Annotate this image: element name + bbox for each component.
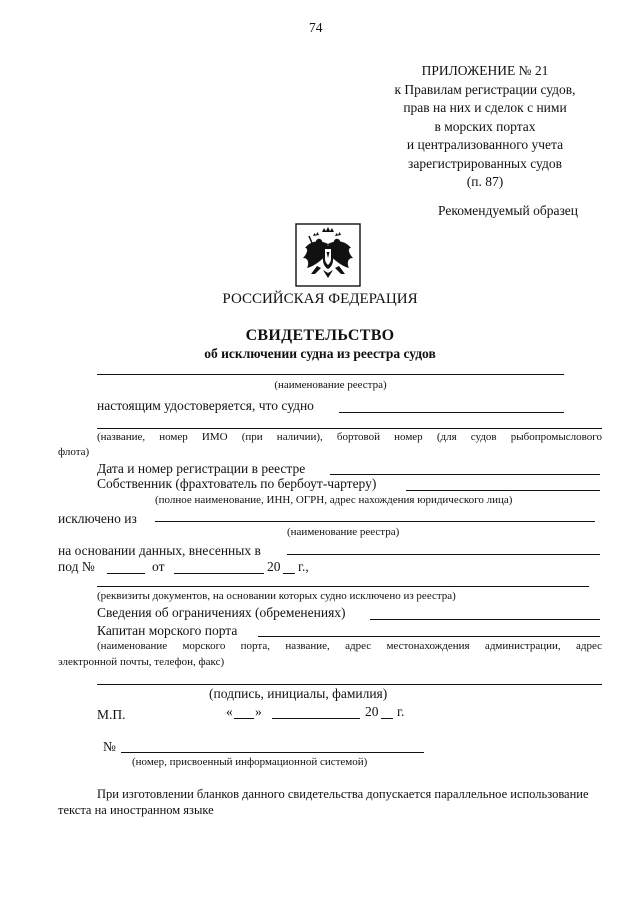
registration-date-field[interactable] bbox=[330, 474, 600, 475]
vessel-hint: (название, номер ИМО (при наличии), бортовой номер (для судов рыбопромыслового bbox=[97, 431, 602, 443]
registry-name-line bbox=[97, 374, 564, 375]
appendix-line: в морских портах bbox=[434, 118, 536, 134]
doc-number-field[interactable] bbox=[107, 573, 145, 574]
recommended-sample: Рекомендуемый образец bbox=[438, 203, 579, 218]
stamp-label: М.П. bbox=[97, 707, 126, 722]
sign-year-prefix: 20 bbox=[365, 704, 379, 719]
registry-name-hint: (наименование реестра) bbox=[274, 379, 387, 391]
country-title: РОССИЙСКАЯ ФЕДЕРАЦИЯ bbox=[222, 291, 418, 307]
based-on-field[interactable] bbox=[287, 554, 600, 555]
excluded-from-label: исключено из bbox=[58, 511, 137, 526]
doc-date-field[interactable] bbox=[174, 573, 264, 574]
appendix-line: к Правилам регистрации судов, bbox=[394, 81, 576, 97]
appendix-line: прав на них и сделок с ними bbox=[403, 100, 567, 115]
owner-field[interactable] bbox=[406, 490, 600, 491]
sign-year-field[interactable] bbox=[381, 718, 393, 719]
captain-hint: (наименование морского порта, название, адрес местонахождения администрации, адрес bbox=[97, 640, 602, 652]
appendix-line: (п. 87) bbox=[466, 174, 504, 189]
captain-hint-continued: электронной почты, телефон, факс) bbox=[58, 656, 225, 668]
restrictions-field[interactable] bbox=[370, 619, 600, 620]
excluded-registry-hint: (наименование реестра) bbox=[287, 526, 400, 538]
number-field[interactable] bbox=[121, 752, 424, 753]
excluded-from-field[interactable] bbox=[155, 521, 595, 522]
captain-field[interactable] bbox=[258, 636, 600, 637]
appendix-line: ПРИЛОЖЕНИЕ № 21 bbox=[421, 63, 549, 78]
year-prefix: 20 bbox=[267, 559, 281, 574]
vessel-hint-continued: флота) bbox=[58, 446, 90, 458]
date-quote-open: « bbox=[226, 704, 233, 719]
owner-hint: (полное наименование, ИНН, ОГРН, адрес нахождения юридического лица) bbox=[155, 494, 513, 506]
certifies-text: настоящим удостоверяется, что судно bbox=[97, 398, 314, 413]
doc-year-field[interactable] bbox=[283, 573, 295, 574]
docs-hint: (реквизиты документов, на основании которых судно исключено из реестра) bbox=[97, 590, 456, 602]
footnote: При изготовлении бланков данного свидетельства допускается параллельное использование bbox=[97, 787, 589, 801]
appendix-line: зарегистрированных судов bbox=[408, 155, 562, 171]
document-subtitle: об исключении судна из реестра судов bbox=[204, 346, 436, 361]
sign-year-suffix: г. bbox=[397, 704, 405, 719]
signature-hint: (подпись, инициалы, фамилия) bbox=[209, 686, 388, 701]
docs-field[interactable] bbox=[97, 586, 589, 587]
year-suffix: г., bbox=[298, 559, 309, 574]
appendix-block bbox=[380, 62, 590, 192]
restrictions-label: Сведения об ограничениях (обременениях) bbox=[97, 605, 346, 620]
vessel-name-field[interactable] bbox=[339, 412, 564, 413]
captain-label: Капитан морского порта bbox=[97, 623, 238, 638]
coat-of-arms-icon bbox=[293, 222, 363, 288]
footnote-continued: текста на иностранном языке bbox=[58, 803, 214, 817]
registration-date-label: Дата и номер регистрации в реестре bbox=[97, 461, 306, 476]
based-on-label: на основании данных, внесенных в bbox=[58, 543, 261, 558]
sign-day-field[interactable] bbox=[234, 718, 254, 719]
document-title: СВИДЕТЕЛЬСТВО bbox=[245, 327, 395, 344]
vessel-details-field[interactable] bbox=[97, 428, 602, 429]
sign-month-field[interactable] bbox=[272, 718, 360, 719]
owner-label: Собственник (фрахтователь по бербоут-чартеру) bbox=[97, 476, 377, 491]
number-label: № bbox=[103, 739, 116, 754]
under-number-label: под № bbox=[58, 559, 95, 574]
appendix-line: и централизованного учета bbox=[406, 137, 564, 152]
page-number: 74 bbox=[309, 20, 323, 35]
number-hint: (номер, присвоенный информационной системой) bbox=[132, 756, 368, 768]
signature-field[interactable] bbox=[97, 684, 602, 685]
date-quote-close: » bbox=[255, 704, 262, 719]
from-label: от bbox=[152, 559, 165, 574]
